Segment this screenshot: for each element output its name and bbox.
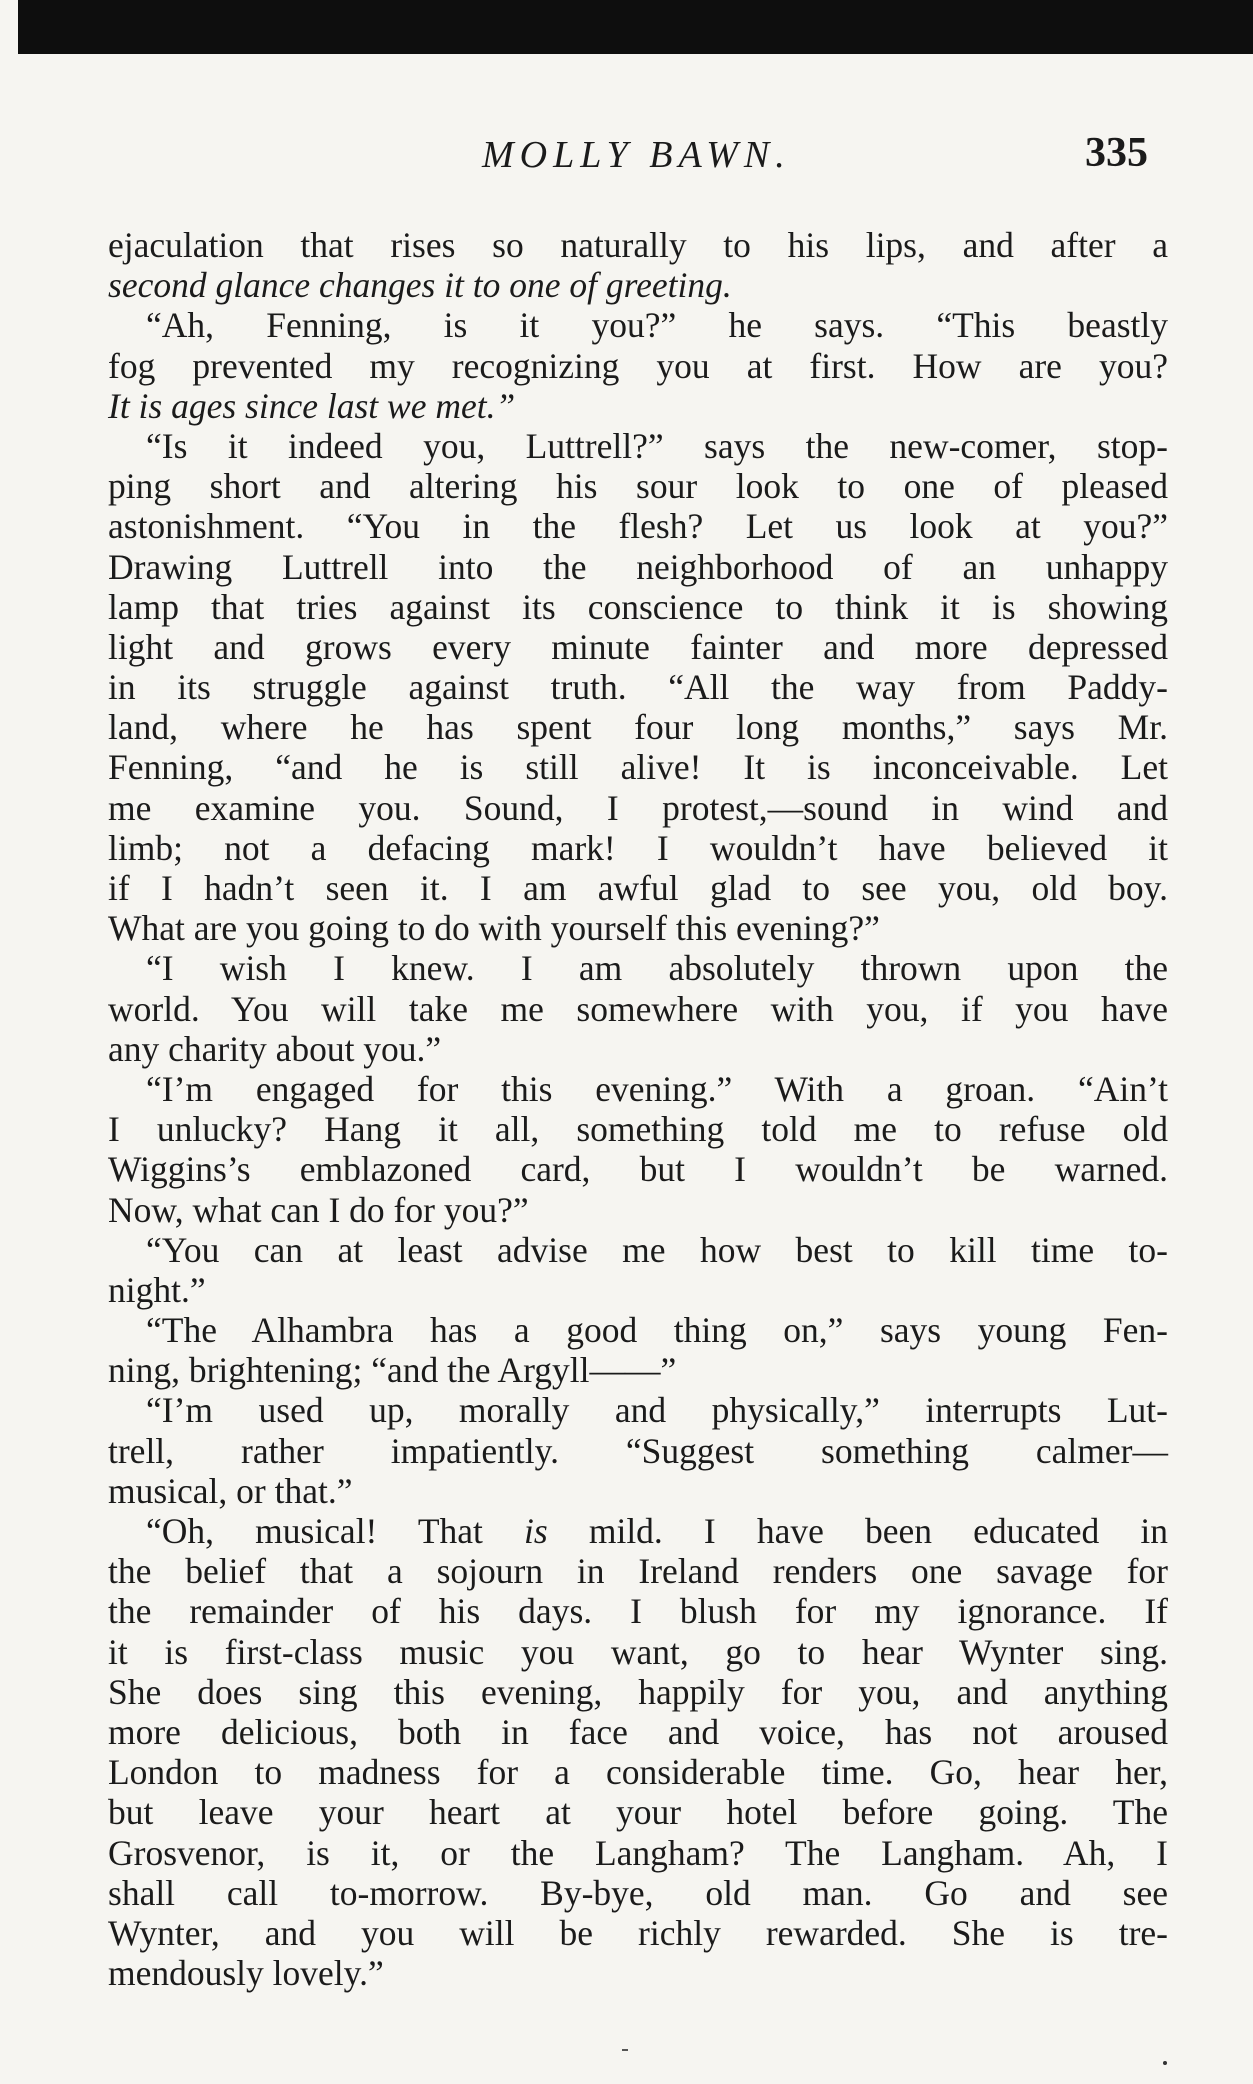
text-line: in its struggle against truth. “All the way from Paddy- xyxy=(108,667,1168,708)
text-line: I unlucky? Hang it all, something told me to refuse old xyxy=(108,1109,1168,1150)
text-line: second glance changes it to one of greeting. xyxy=(108,265,732,306)
text-line: “You can at least advise me how best to kill time to- xyxy=(146,1229,1168,1270)
text-line: “Is it indeed you, Luttrell?” says the new-comer, stop- xyxy=(146,425,1168,466)
text-line: What are you going to do with yourself this evening?” xyxy=(108,908,880,949)
text-line: me examine you. Sound, I protest,—sound in wind and xyxy=(108,787,1168,828)
running-title: MOLLY BAWN. xyxy=(482,134,791,176)
text-line: but leave your heart at your hotel before going. The xyxy=(108,1792,1168,1833)
text-line: Wynter, and you will be richly rewarded. She is tre- xyxy=(108,1912,1168,1953)
text-line: night.” xyxy=(108,1269,206,1310)
text-line: it is first-class music you want, go to hear Wynter sing. xyxy=(108,1631,1168,1672)
text-line: the remainder of his days. I blush for my ignorance. If xyxy=(108,1591,1168,1632)
text-line: “I wish I knew. I am absolutely thrown upon the xyxy=(146,948,1168,989)
text-line: “I’m engaged for this evening.” With a groan. “Ain’t xyxy=(146,1068,1168,1109)
text-line: fog prevented my recognizing you at first. How are you? xyxy=(108,345,1168,386)
text-line: ning, brightening; “and the Argyll——” xyxy=(108,1350,677,1391)
text-line: lamp that tries against its conscience to think it is showing xyxy=(108,586,1168,627)
text-line: “The Alhambra has a good thing on,” says young Fen- xyxy=(146,1310,1168,1351)
text-line: Drawing Luttrell into the neighborhood of an unhappy xyxy=(108,546,1168,587)
text-line: “Oh, musical! That is mild. I have been educated in xyxy=(146,1511,1168,1551)
text-line: if I hadn’t seen it. I am awful glad to see you, old boy. xyxy=(108,868,1168,908)
text-line: Wiggins’s emblazoned card, but I wouldn’t be warned. xyxy=(108,1149,1168,1190)
text-line: trell, rather impatiently. “Suggest something calmer— xyxy=(108,1430,1168,1471)
text-line: Now, what can I do for you?” xyxy=(108,1189,529,1230)
text-line: It is ages since last we met.” xyxy=(108,385,516,426)
text-line: shall call to-morrow. By-bye, old man. Go and see xyxy=(108,1872,1168,1913)
text-line: musical, or that.” xyxy=(108,1470,353,1511)
text-line: Grosvenor, is it, or the Langham? The Langham. Ah, I xyxy=(108,1832,1168,1873)
emphasis: is xyxy=(524,1511,548,1551)
text-line: London to madness for a considerable time. Go, hear her, xyxy=(108,1752,1168,1793)
text-line: She does sing this evening, happily for you, and anything xyxy=(108,1671,1168,1712)
text-line: more delicious, both in face and voice, has not aroused xyxy=(108,1711,1168,1752)
text-line: “I’m used up, morally and physically,” interrupts Lut- xyxy=(146,1390,1168,1431)
text-line: limb; not a defacing mark! I wouldn’t have believed it xyxy=(108,827,1168,868)
text-line: world. You will take me somewhere with you, if you have xyxy=(108,988,1168,1029)
page-number: 335 xyxy=(1085,130,1148,176)
text-line: land, where he has spent four long months,” says Mr. xyxy=(108,707,1168,748)
scan-top-border xyxy=(18,0,1253,54)
text-line: “Ah, Fenning, is it you?” he says. “This beastly xyxy=(146,305,1168,346)
text-line: ping short and altering his sour look to one of pleased xyxy=(108,466,1168,507)
scan-speck xyxy=(1163,2061,1167,2065)
text-line: ejaculation that rises so naturally to his lips, and after a xyxy=(108,225,1168,265)
page-header xyxy=(0,125,1253,185)
text-line: mendously lovely.” xyxy=(108,1953,384,1994)
text-line: light and grows every minute fainter and more depressed xyxy=(108,626,1168,667)
body-text xyxy=(108,225,1168,1993)
text-line: astonishment. “You in the flesh? Let us look at you?” xyxy=(108,506,1168,547)
text-line: any charity about you.” xyxy=(108,1028,442,1069)
text-line: the belief that a sojourn in Ireland renders one savage for xyxy=(108,1551,1168,1592)
text-line: Fenning, “and he is still alive! It is inconceivable. Let xyxy=(108,747,1168,788)
scan-speck xyxy=(622,2049,628,2051)
